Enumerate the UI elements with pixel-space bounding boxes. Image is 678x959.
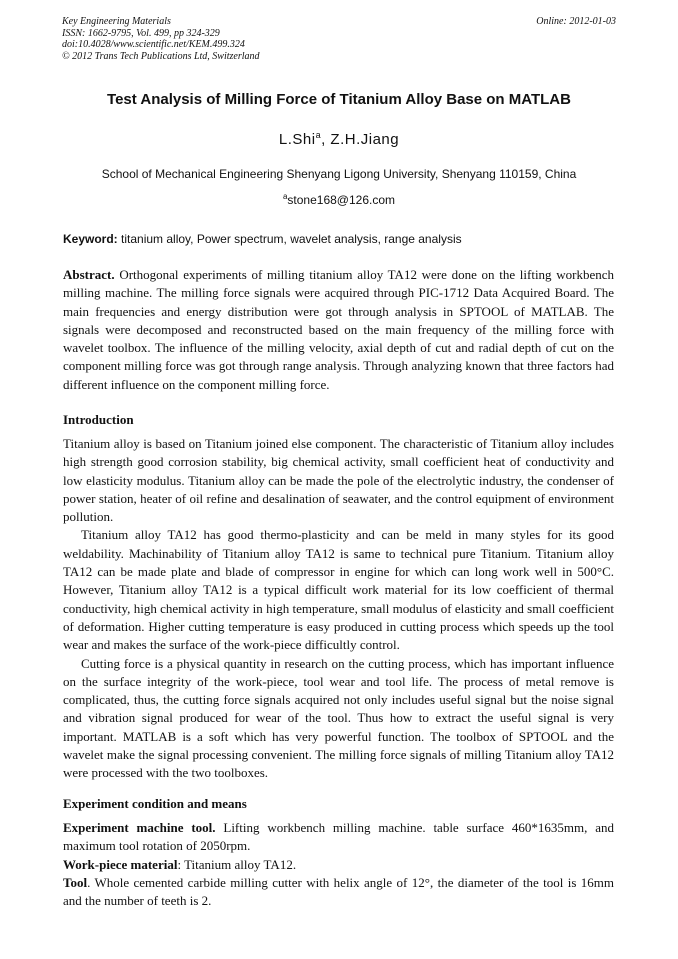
copyright-line: © 2012 Trans Tech Publications Ltd, Switzerland	[62, 50, 260, 62]
workpiece-label: Work-piece material	[63, 856, 178, 872]
tool-label: Tool	[63, 874, 88, 890]
doi-line: doi:10.4028/www.scientific.net/KEM.499.324	[62, 39, 245, 50]
abstract-block	[63, 266, 614, 394]
email-address: stone168@126.com	[287, 193, 396, 207]
intro-paragraph-2: Titanium alloy TA12 has good thermo-plasticity and can be meld in many styles for its good weldability. Machinability of Titanium alloy TA12 is same to technical pure Titanium. Titanium alloy TA12 can be made plate and blade of compressor in engine for which can long work well in 500°C. However, Titanium alloy TA12 is a typical difficult work material for its low coefficient of thermal conductivity, high chemical activity in high temperature, small modulus of elasticity and small coefficient of deformation. Higher cutting temperature is easy produced in cutting process which speeds up the tool wear and makes the surface of the work-piece difficultly control.	[63, 527, 614, 653]
abstract-text: Orthogonal experiments of milling titanium alloy TA12 were done on the lifting workbench milling machine. The milling force signals were acquired through PIC-1712 Data Acquired Board. The main frequencies and energy distribution were got through analysis in SPTOOL of MATLAB. The signals were decomposed and reconstructed based on the main frequency of the milling force with wavelet toolbox. The influence of the milling velocity, axial depth of cut and radial depth of cut on the component milling force was got through range analysis. Through analyzing known that three factors had different influence on the component milling force.	[63, 267, 614, 392]
affiliation: School of Mechanical Engineering Shenyang Ligong University, Shenyang 110159, China	[101, 167, 577, 181]
experiment-heading: Experiment condition and means	[63, 796, 247, 811]
journal-header	[62, 16, 616, 62]
online-date: Online: 2012-01-03	[536, 16, 616, 27]
email-affil-mark: a	[282, 192, 288, 201]
issn-line: ISSN: 1662-9795, Vol. 499, pp 324-329	[62, 27, 220, 39]
introduction-heading: Introduction	[63, 412, 134, 427]
keywords-label: Keyword:	[63, 232, 118, 246]
journal-name: Key Engineering Materials	[62, 16, 171, 27]
machine-tool-label: Experiment machine tool.	[63, 820, 216, 835]
author-1-affil-mark: a	[315, 130, 322, 140]
machine-tool-paragraph	[63, 819, 614, 856]
author-2-name: Z.H.Jiang	[330, 131, 400, 148]
tool-text: . Whole cemented carbide milling cutter with helix angle of 12°, the diameter of the tool is 16mm and the number of teeth is 2.	[63, 874, 614, 909]
workpiece-paragraph	[63, 856, 614, 874]
tool-paragraph	[63, 874, 614, 911]
abstract-label: Abstract.	[63, 267, 115, 282]
author-1-name: L.Shi	[278, 131, 316, 148]
introduction-body	[63, 435, 614, 783]
paper-title: Test Analysis of Milling Force of Titanium Alloy Base on MATLAB	[107, 91, 571, 108]
abstract-paragraph	[63, 266, 614, 394]
intro-paragraph-3: Cutting force is a physical quantity in research on the cutting process, which has important influence on the surface integrity of the work-piece, tool wear and tool life. The process of metal remove is complicated, thus, the cutting force signals acquired not only includes useful signal but the noise signal and vibration signal produced for wear of the tool. Thus how to extract the useful signal is very important. MATLAB is a soft which has very powerful function. The toolbox of SPTOOL and the wavelet make the signal processing convenient. The milling force signals of milling Titanium alloy TA12 were processed with the two toolboxes.	[63, 655, 614, 781]
author-separator: ,	[321, 131, 331, 148]
author-line	[0, 130, 678, 148]
workpiece-text: : Titanium alloy TA12.	[177, 856, 297, 872]
keywords-text: titanium alloy, Power spectrum, wavelet analysis, range analysis	[117, 232, 462, 246]
intro-paragraph-1: Titanium alloy is based on Titanium joined else component. The characteristic of Titanium alloy includes high strength good corrosion stability, big chemical activity, small coefficient heat of conductivity and low elasticity modulus. Titanium alloy can be made the pole of the electrolytic industry, the condenser of power station, heater of oil refine and desalination of seawater, and the control equipment of environment pollution.	[63, 436, 614, 525]
email-line	[0, 192, 678, 207]
keywords	[63, 232, 462, 246]
experiment-body	[63, 819, 614, 910]
machine-tool-text: Lifting workbench milling machine. table surface 460*1635mm, and maximum tool rotation of 2050rpm.	[63, 820, 614, 854]
